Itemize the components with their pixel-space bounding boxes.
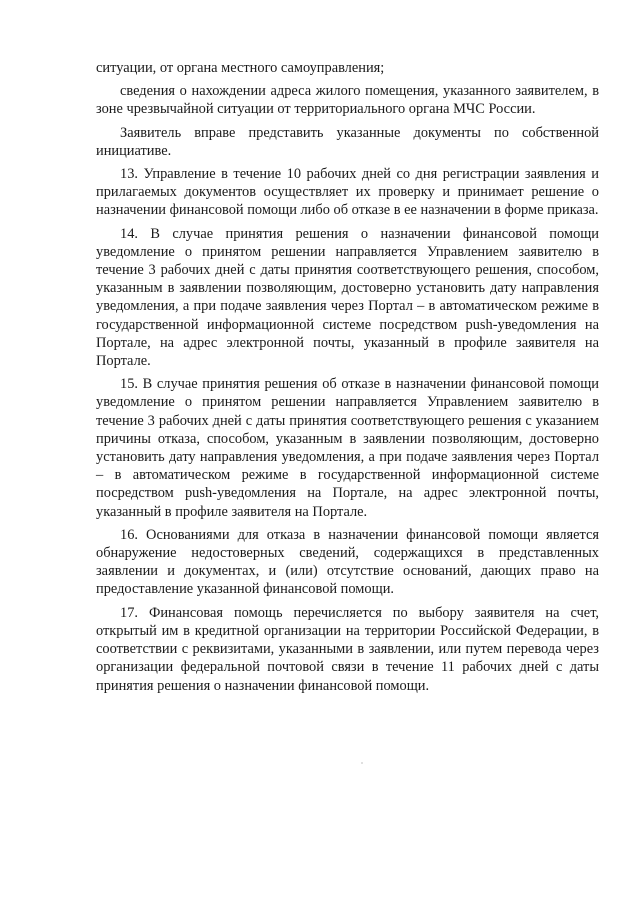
paragraph-own-initiative: Заявитель вправе представить указанные документы по собственной инициативе. — [96, 124, 599, 159]
paragraph-17: 17. Финансовая помощь перечисляется по выбору заявителя на счет, открытый им в кредитной организации на территории Российской Федерации, в соответствии с реквизитами, указанными в заявлении, или путем перевода через организации федеральной почтовой связи в течение 11 рабочих дней с даты принятия решения о назначении финансовой помощи. — [96, 604, 599, 694]
paragraph-continuation: ситуации, от органа местного самоуправления; — [96, 60, 385, 76]
document-body — [96, 59, 599, 700]
paragraph-14: 14. В случае принятия решения о назначении финансовой помощи уведомление о принятом решении направляется Управлением заявителю в течение 3 рабочих дней с даты принятия соответствующего решения, способом, указанным в заявлении позволяющим, достоверно установить дату направления уведомления, а при подаче заявления через Портал – в автоматическом режиме в государственной информационной системе посредством push-уведомления на Портале, на адрес электронной почты, указанный в профиле заявителя на Портале. — [96, 225, 599, 370]
paragraph-mchs-info: сведения о нахождении адреса жилого помещения, указанного заявителем, в зоне чрезвычайной ситуации от территориального органа МЧС России. — [96, 83, 599, 118]
scan-speck — [361, 762, 363, 764]
paragraph-15: 15. В случае принятия решения об отказе в назначении финансовой помощи уведомление о принятом решении направляется Управлением заявителю в течение 3 рабочих дней с даты принятия соответствующего решения с указанием причины отказа, способом, указанным в заявлении позволяющим, достоверно установить дату направления уведомления, а при подаче заявления через Портал – в автоматическом режиме в государственной информационной системе посредством push-уведомления на Портале, на адрес электронной почты, указанный в профиле заявителя на Портале. — [96, 376, 599, 520]
paragraph-16: 16. Основаниями для отказа в назначении финансовой помощи является обнаружение недостоверных сведений, содержащихся в представленных заявлении и документах, и (или) отсутствие оснований, дающих право на предоставление указанной финансовой помощи. — [96, 526, 599, 598]
paragraph-13: 13. Управление в течение 10 рабочих дней со дня регистрации заявления и прилагаемых документов осуществляет их проверку и принимает решение о назначении финансовой помощи либо об отказе в ее назначении в форме приказа. — [96, 166, 599, 219]
